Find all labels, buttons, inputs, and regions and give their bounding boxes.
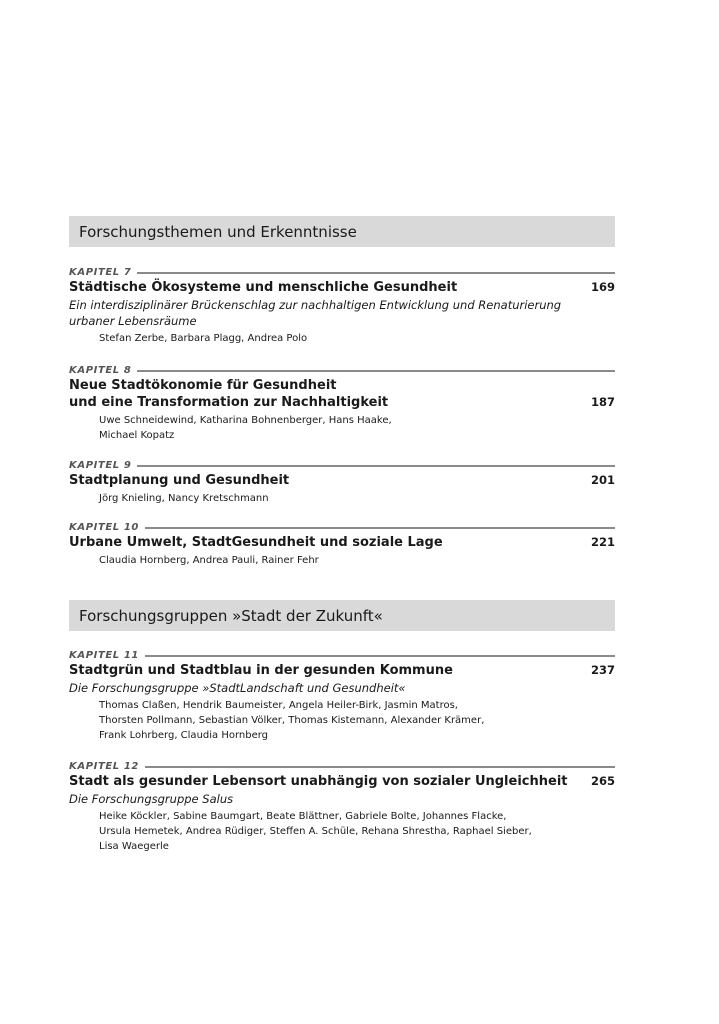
chapter-title-row	[69, 662, 615, 679]
chapter-title-row	[69, 279, 615, 296]
chapter-label: KAPITEL 9	[69, 460, 132, 471]
chapter-title[interactable]: Neue Stadtökonomie für Gesundheit	[69, 378, 337, 393]
author-line: Thorsten Pollmann, Sebastian Völker, Thomas Kistemann, Alexander Krämer,	[99, 715, 485, 726]
section-heading-text: Forschungsthemen und Erkenntnisse	[79, 222, 357, 241]
chapter-label: KAPITEL 8	[69, 365, 132, 376]
chapter-label-row	[69, 266, 615, 279]
author-line: Stefan Zerbe, Barbara Plagg, Andrea Polo	[99, 333, 308, 344]
chapter-label-row	[69, 760, 615, 773]
author-line: Lisa Waegerle	[99, 841, 169, 852]
chapter-rule	[145, 527, 615, 529]
chapter-title-row	[69, 472, 615, 489]
chapter-label-row	[69, 649, 615, 662]
toc-entry[interactable]	[69, 649, 615, 743]
chapter-title[interactable]: Städtische Ökosysteme und menschliche Gesundheit	[69, 280, 458, 295]
page-number[interactable]: 169	[590, 280, 615, 294]
chapter-rule	[137, 370, 615, 372]
section-heading-text: Forschungsgruppen »Stadt der Zukunft«	[79, 606, 383, 625]
chapter-authors	[69, 698, 615, 743]
author-line: Heike Köckler, Sabine Baumgart, Beate Blättner, Gabriele Bolte, Johannes Flacke,	[99, 811, 507, 822]
author-line: Ursula Hemetek, Andrea Rüdiger, Steffen A. Schüle, Rehana Shrestha, Raphael Sieber,	[99, 826, 532, 837]
page-number[interactable]: 187	[590, 395, 615, 409]
chapter-title[interactable]: Stadtgrün und Stadtblau in der gesunden Kommune	[69, 663, 453, 678]
chapter-rule	[137, 465, 615, 467]
page-number[interactable]: 265	[590, 774, 615, 788]
author-line: Frank Lohrberg, Claudia Hornberg	[99, 730, 269, 741]
chapter-rule	[137, 272, 615, 274]
chapter-label: KAPITEL 12	[69, 761, 139, 772]
page-number[interactable]: 221	[590, 535, 615, 549]
chapter-label: KAPITEL 10	[69, 522, 139, 533]
author-line: Michael Kopatz	[99, 430, 175, 441]
chapter-subtitle	[69, 297, 615, 329]
author-line: Thomas Claßen, Hendrik Baumeister, Angela Heiler-Birk, Jasmin Matros,	[99, 700, 458, 711]
toc-entry[interactable]	[69, 459, 615, 506]
toc-entry[interactable]	[69, 364, 615, 443]
chapter-authors	[69, 331, 615, 346]
chapter-title[interactable]: Urbane Umwelt, StadtGesundheit und soziale Lage	[69, 535, 443, 550]
chapter-label: KAPITEL 7	[69, 267, 132, 278]
chapter-title-row	[69, 773, 615, 790]
chapter-authors	[69, 413, 615, 443]
chapter-title[interactable]: Stadt als gesunder Lebensort unabhängig von sozialer Ungleichheit	[69, 774, 568, 789]
chapter-title-row	[69, 377, 615, 411]
chapter-title[interactable]: und eine Transformation zur Nachhaltigkeit	[69, 395, 389, 410]
page-number[interactable]: 237	[590, 663, 615, 677]
chapter-label-row	[69, 521, 615, 534]
chapter-rule	[145, 766, 615, 768]
section-heading	[69, 600, 615, 631]
toc-entry[interactable]	[69, 521, 615, 568]
chapter-label-row	[69, 364, 615, 377]
chapter-authors	[69, 491, 615, 506]
author-line: Claudia Hornberg, Andrea Pauli, Rainer Fehr	[99, 555, 319, 566]
toc-entry[interactable]	[69, 760, 615, 854]
chapter-subtitle-line: Ein interdisziplinärer Brückenschlag zur nachhaltigen Entwicklung und Renaturierung	[69, 298, 562, 312]
page-number[interactable]: 201	[590, 473, 615, 487]
toc-entry[interactable]	[69, 266, 615, 346]
author-line: Jörg Knieling, Nancy Kretschmann	[99, 493, 269, 504]
chapter-subtitle	[69, 791, 615, 807]
chapter-subtitle-line: Die Forschungsgruppe »StadtLandschaft und Gesundheit«	[69, 681, 406, 695]
chapter-subtitle-line: urbaner Lebensräume	[69, 314, 197, 328]
chapter-label-row	[69, 459, 615, 472]
chapter-authors	[69, 553, 615, 568]
chapter-subtitle	[69, 680, 615, 696]
author-line: Uwe Schneidewind, Katharina Bohnenberger, Hans Haake,	[99, 415, 392, 426]
chapter-rule	[145, 655, 615, 657]
section-heading	[69, 216, 615, 247]
chapter-title-row	[69, 534, 615, 551]
chapter-label: KAPITEL 11	[69, 650, 139, 661]
chapter-subtitle-line: Die Forschungsgruppe Salus	[69, 792, 234, 806]
chapter-authors	[69, 809, 615, 854]
chapter-title[interactable]: Stadtplanung und Gesundheit	[69, 473, 290, 488]
